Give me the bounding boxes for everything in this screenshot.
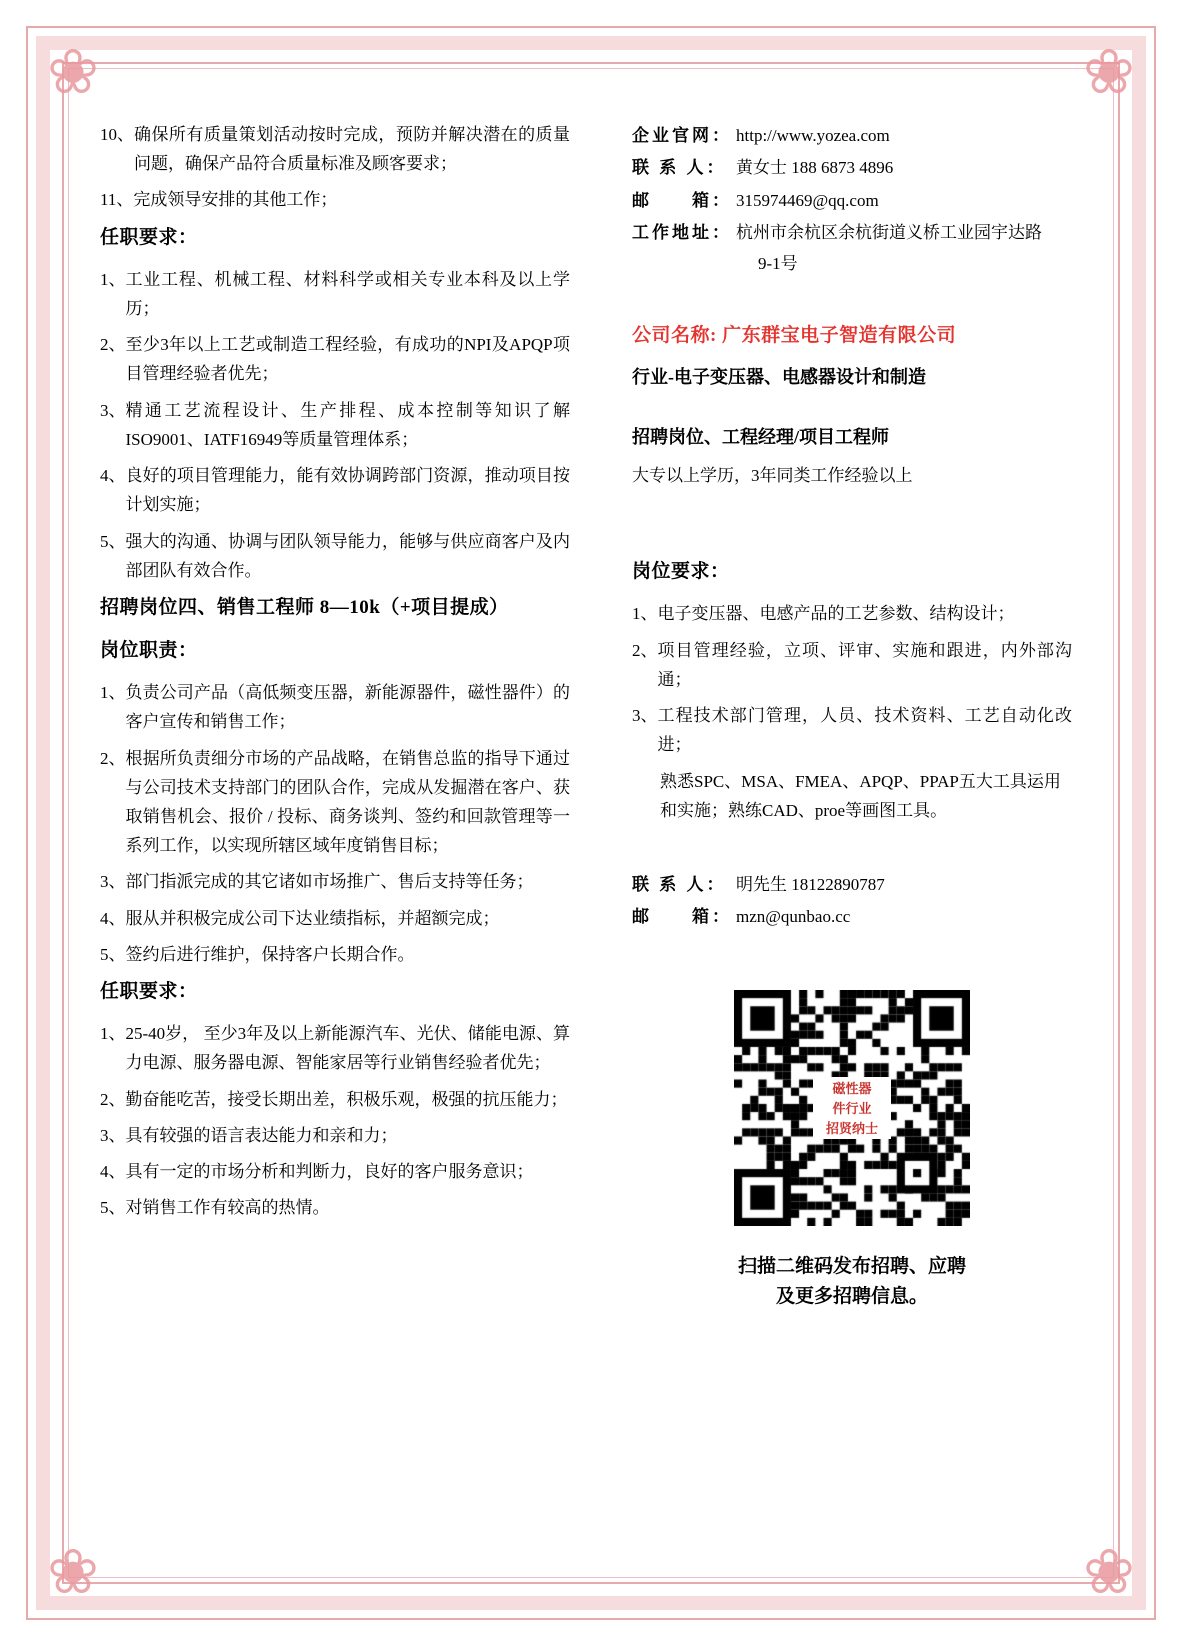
list-item-number: 2、: [100, 1089, 126, 1109]
corner-ornament-icon: ❀: [1083, 1539, 1135, 1607]
list-item: [100, 744, 570, 861]
list-item: [632, 701, 1072, 759]
info-label: 邮 箱：: [632, 907, 732, 927]
list-item: [100, 461, 570, 519]
list-item-number: 5、: [100, 531, 126, 551]
company-name-line: [632, 320, 1072, 347]
list-item-number: 1、: [100, 269, 126, 289]
continued-duty-list: [100, 120, 570, 215]
list-item-number: 2、: [100, 748, 126, 768]
list-item-number: 2、: [632, 640, 658, 660]
list-item: [100, 678, 570, 736]
list-item-number: 5、: [100, 944, 126, 964]
qr-center-logo: [813, 1077, 891, 1139]
list-item: [100, 265, 570, 323]
info-label: 联 系 人：: [632, 875, 727, 895]
info-row-email: [632, 185, 1072, 217]
list-item-number: 10、: [100, 125, 134, 144]
industry-line: 行业‑电子变压器、电感器设计和制造: [632, 367, 926, 388]
info-value-contact-person-2: 明先生 18122890787: [736, 875, 885, 895]
info-row-email-2: [632, 901, 1072, 933]
info-value-contact-person: 黄女士 188 6873 4896: [736, 158, 894, 178]
info-value-address: 杭州市余杭区余杭街道义桥工业园宇达路: [736, 222, 1042, 242]
list-item: [100, 904, 570, 933]
info-label: 工作地址：: [632, 222, 732, 242]
list-item-text: 工程技术部门管理，人员、技术资料、工艺自动化改进；: [657, 706, 1072, 755]
list-item-text: 完成领导安排的其他工作；: [133, 190, 338, 210]
post-requirement-extra: 熟悉SPC、MSA、FMEA、APQP、PPAP五大工具运用和实施；熟练CAD、proe等画图工具。: [660, 771, 1061, 820]
info-value-website[interactable]: http://www.yozea.com: [736, 126, 890, 145]
qr-code-icon[interactable]: [734, 990, 970, 1226]
job4-requirement-list: [100, 1019, 570, 1222]
info-label: 联 系 人：: [632, 158, 727, 178]
list-item-text: 签约后进行维护，保持客户长期合作。: [125, 944, 415, 964]
info-row-contact-person: [632, 152, 1072, 184]
list-item-text: 具有较强的语言表达能力和亲和力；: [125, 1125, 398, 1145]
list-item: [632, 599, 1072, 628]
company-name-label: 公司名称:: [632, 325, 717, 347]
info-value-email[interactable]: 315974469@qq.com: [736, 190, 879, 210]
list-item-text: 服从并积极完成公司下达业绩指标，并超额完成；: [125, 908, 500, 928]
left-column: [100, 120, 570, 1536]
list-item-number: 5、: [100, 1198, 126, 1218]
list-item-number: 1、: [100, 683, 126, 703]
contact-info-top: [632, 120, 1072, 278]
corner-ornament-icon: ❀: [47, 1539, 99, 1607]
info-row-website: [632, 120, 1072, 152]
contact-info-bottom: [632, 869, 1072, 934]
post-title: 招聘岗位、工程经理/项目工程师: [632, 427, 889, 448]
list-item: [100, 330, 570, 388]
post-requirement-list: [632, 599, 1072, 759]
info-value-address-line2: 9‑1号: [758, 254, 798, 274]
list-item: [100, 867, 570, 896]
list-item: [100, 1019, 570, 1077]
list-item: [100, 940, 570, 969]
info-value-email-2[interactable]: mzn@qunbao.cc: [736, 907, 851, 927]
job4-duty-title: 岗位职责：: [100, 640, 198, 662]
list-item: [100, 1193, 570, 1222]
list-item: [100, 120, 570, 178]
info-row-contact-person-2: [632, 869, 1072, 901]
list-item-text: 具有一定的市场分析和判断力，良好的客户服务意识；: [125, 1162, 534, 1182]
list-item-text: 至少3年以上工艺或制造工程经验，有成功的NPI及APQP项目管理经验者优先；: [125, 335, 570, 384]
list-item-number: 1、: [632, 604, 658, 624]
list-item-number: 3、: [100, 400, 126, 420]
list-item-text: 根据所负责细分市场的产品战略，在销售总监的指导下通过与公司技术支持部门的团队合作，完成从发掘潜在客户、获取销售机会、报价 / 投标、商务谈判、签约和回款管理等一系列工作，以实现所辖区域年度销售目标；: [125, 748, 570, 856]
list-item: [100, 527, 570, 585]
list-item: [100, 1157, 570, 1186]
info-label: 企业官网：: [632, 126, 732, 145]
section-title-qualification: 任职要求：: [100, 226, 198, 248]
list-item: [100, 1121, 570, 1150]
qr-caption-line1: 扫描二维码发布招聘、应聘: [737, 1255, 966, 1277]
list-item-number: 2、: [100, 335, 126, 355]
list-item-number: 11、: [100, 190, 134, 210]
info-row-address: [632, 217, 1072, 249]
list-item: [100, 185, 570, 214]
list-item-text: 项目管理经验，立项、评审、实施和跟进，内外部沟通；: [657, 640, 1072, 689]
list-item-text: 强大的沟通、协调与团队领导能力，能够与供应商客户及内部团队有效合作。: [125, 531, 570, 580]
company-name-value: 广东群宝电子智造有限公司: [722, 325, 957, 347]
list-item-text: 勤奋能吃苦，接受长期出差，积极乐观，极强的抗压能力；: [125, 1089, 568, 1109]
list-item-number: 3、: [100, 1125, 126, 1145]
list-item-number: 4、: [100, 1162, 126, 1182]
info-label: 邮 箱：: [632, 190, 732, 210]
qualification-list: [100, 265, 570, 585]
list-item-text: 对销售工作有较高的热情。: [125, 1198, 330, 1218]
list-item-text: 电子变压器、电感产品的工艺参数、结构设计；: [657, 604, 1015, 624]
qr-caption: [632, 1252, 1072, 1313]
list-item-number: 3、: [632, 706, 658, 726]
list-item-text: 25‑40岁， 至少3年及以上新能源汽车、光伏、储能电源、算力电源、服务器电源、智能家居等行业销售经验者优先；: [125, 1024, 570, 1073]
content-area: [100, 120, 1082, 1536]
list-item-text: 良好的项目管理能力，能有效协调跨部门资源，推动项目按计划实施；: [125, 466, 570, 515]
qr-center-line1: 磁性器: [832, 1080, 872, 1096]
list-item-number: 1、: [100, 1024, 126, 1044]
qr-caption-line2: 及更多招聘信息。: [775, 1286, 928, 1308]
list-item-number: 3、: [100, 872, 126, 892]
list-item: [100, 396, 570, 454]
post-subtitle: 大专以上学历，3年同类工作经验以上: [632, 466, 913, 486]
job4-requirement-title: 任职要求：: [100, 981, 198, 1003]
list-item: [632, 636, 1072, 694]
job4-title: 招聘岗位四、销售工程师 8—10k（+项目提成）: [100, 597, 509, 619]
list-item-text: 确保所有质量策划活动按时完成，预防并解决潜在的质量问题，确保产品符合质量标准及顾客要求；: [134, 125, 570, 174]
corner-ornament-icon: ❀: [47, 39, 99, 107]
corner-ornament-icon: ❀: [1083, 39, 1135, 107]
qr-code-area: [632, 990, 1072, 1226]
qr-center-line2: 件行业: [832, 1100, 872, 1116]
post-requirement-title: 岗位要求：: [632, 561, 730, 583]
job4-duty-list: [100, 678, 570, 969]
list-item: [100, 1085, 570, 1114]
list-item-text: 工业工程、机械工程、材料科学或相关专业本科及以上学历；: [125, 269, 570, 318]
list-item-text: 精通工艺流程设计、生产排程、成本控制等知识了解ISO9001、IATF16949等质量管理体系；: [125, 400, 570, 449]
right-column: [632, 120, 1072, 1536]
qr-center-line3: 招贤纳士: [825, 1120, 878, 1136]
list-item-number: 4、: [100, 908, 126, 928]
list-item-text: 部门指派完成的其它诸如市场推广、售后支持等任务；: [125, 872, 534, 892]
list-item-number: 4、: [100, 466, 126, 486]
list-item-text: 负责公司产品（高低频变压器，新能源器件，磁性器件）的客户宣传和销售工作；: [125, 683, 570, 732]
